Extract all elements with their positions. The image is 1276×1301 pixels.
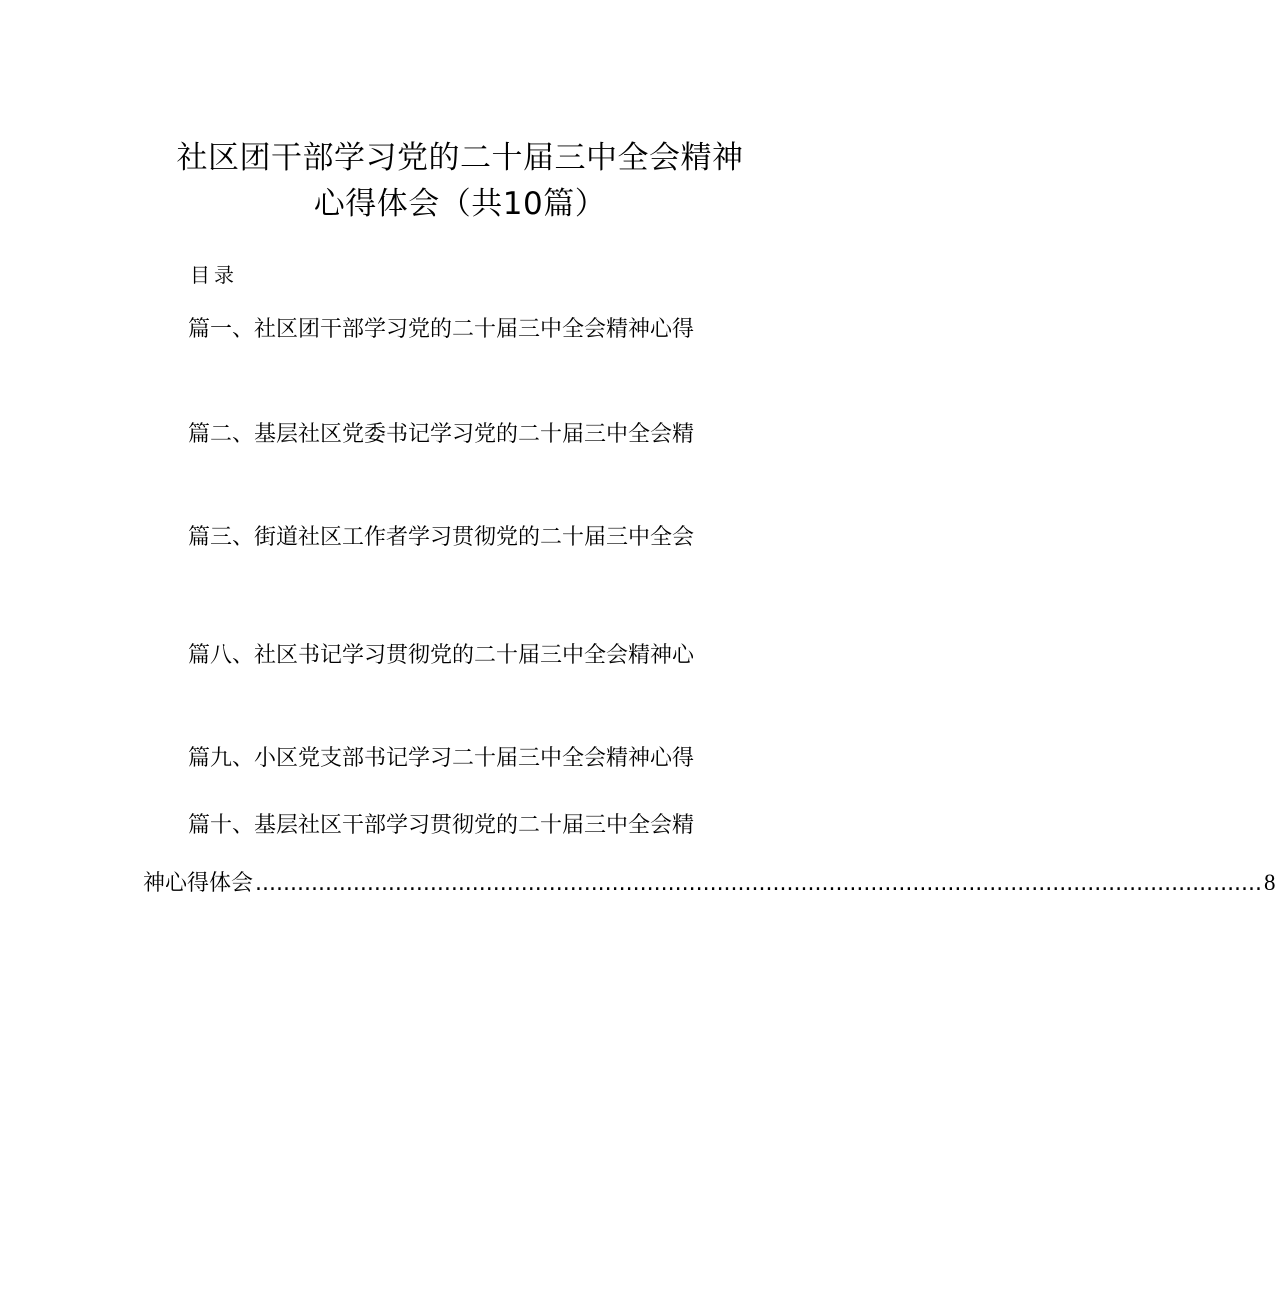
document-title-line-1: 社区团干部学习党的二十届三中全会精神 xyxy=(176,140,744,176)
toc-page-number: 8 xyxy=(1264,870,1276,895)
toc-entry[interactable]: 篇一、社区团干部学习党的二十届三中全会精神心得 xyxy=(188,317,695,342)
toc-leader-dots: ................................................................................................................................................ xyxy=(255,871,1263,896)
toc-entry-continuation[interactable] xyxy=(143,868,1276,898)
toc-heading: 目录 xyxy=(190,263,238,287)
toc-entry[interactable]: 篇九、小区党支部书记学习二十届三中全会精神心得 xyxy=(188,746,695,771)
toc-entry[interactable]: 篇十、基层社区干部学习贯彻党的二十届三中全会精 xyxy=(188,813,695,838)
document-title-line-2: 心得体会（共10篇） xyxy=(313,186,607,222)
toc-entry-continuation-text: 神心得体会 xyxy=(143,871,254,896)
toc-entry[interactable]: 篇八、社区书记学习贯彻党的二十届三中全会精神心 xyxy=(188,643,695,668)
toc-entry[interactable]: 篇三、街道社区工作者学习贯彻党的二十届三中全会 xyxy=(188,525,695,550)
toc-entry[interactable]: 篇二、基层社区党委书记学习党的二十届三中全会精 xyxy=(188,422,695,447)
